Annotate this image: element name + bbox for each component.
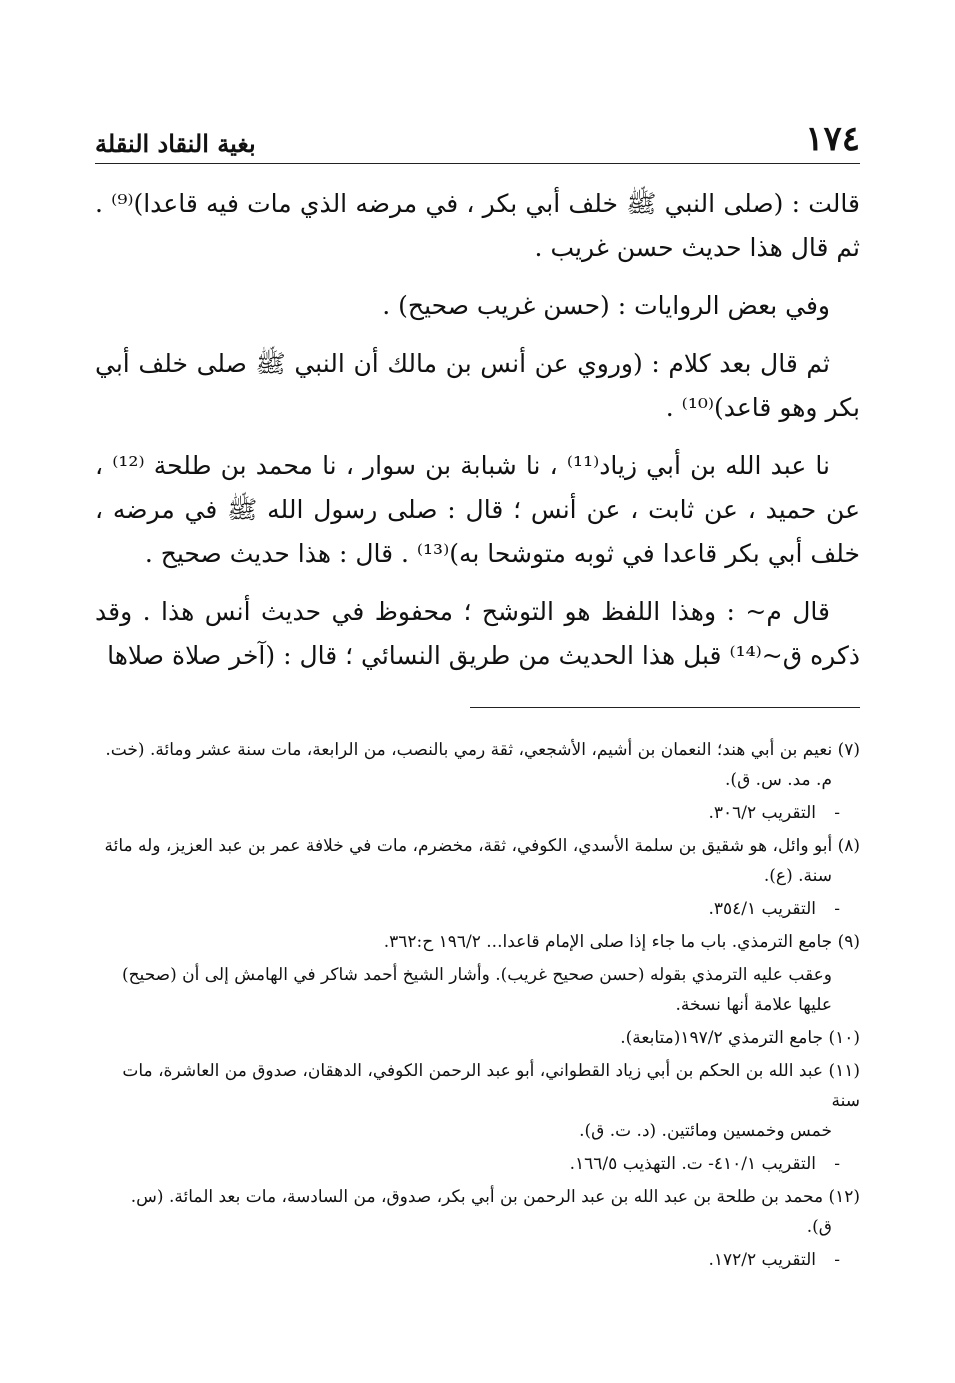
dash-marker: - [834, 803, 840, 823]
footnote-10 [95, 1023, 860, 1053]
footnote-text: م. مد. س. ق). [725, 770, 832, 790]
main-paragraph: قال م~ : وهذا اللفظ هو التوشح ؛ محفوظ في حديث أنس هذا . وقد ذكره ق~⁽¹⁴⁾ قبل هذا الحديث من طريق النسائي ؛ قال : (آخر صلاة صلاها [95, 597, 860, 670]
dash-marker: - [834, 1154, 840, 1174]
footnote-text: التقريب ٤١٠/١- ت. التهذيب ١٦٦/٥. [569, 1154, 816, 1174]
footnote-text: سنة. (ع). [763, 866, 832, 886]
footnote-reference [95, 894, 860, 924]
footnote-7 [95, 735, 860, 795]
footnote-text: (١١) عبد الله بن الحكم بن أبي زياد القطواني، أبو عبد الرحمن الكوفي، الدهقان، صدوق من العاشرة، مات سنة [122, 1061, 860, 1111]
footnote-text: (٨) أبو وائل، هو شقيق بن سلمة الأسدي، الكوفي، ثقة، مخضرم، مات في خلافة عمر بن عبد العزيز، وله مائة [104, 836, 860, 856]
footnote-text: (٩) جامع الترمذي. باب ما جاء إذا صلى الإمام قاعدا... ١٩٦/٢ ح:٣٦٢. [383, 932, 860, 952]
footnote-reference [95, 798, 860, 828]
main-paragraph: قالت : (صلى النبي ﷺ خلف أبي بكر ، في مرضه الذي مات فيه قاعدا)⁽⁹⁾ . ثم قال هذا حديث حسن غريب . [95, 189, 860, 262]
dash-marker: - [834, 1250, 840, 1270]
footnote-9-note [95, 960, 860, 1020]
footnote-text: التقريب ٣٥٤/١. [708, 899, 816, 919]
footnote-text: خمس وخمسين ومائتين. (د. ت. ق). [579, 1121, 832, 1141]
header-rule [95, 163, 860, 164]
footnote-9 [95, 927, 860, 957]
book-title: بغية النقاد النقلة [95, 129, 256, 158]
footnotes [95, 735, 860, 1278]
footnote-11 [95, 1056, 860, 1146]
footnote-12 [95, 1182, 860, 1242]
footnote-text: (٧) نعيم بن أبي هند؛ النعمان بن أشيم، الأشجعي، ثقة رمي بالنصب، من الرابعة، مات سنة عشر ومائة. (خت. [105, 740, 860, 760]
main-paragraph: نا عبد الله بن أبي زياد⁽¹¹⁾ ، نا شبابة بن سوار ، نا محمد بن طلحة ⁽¹²⁾ ، عن حميد ، عن ثابت ، عن أنس ؛ قال : صلى رسول الله ﷺ في مرضه ، خلف أبي بكر قاعدا في ثوبه متوشحا به)⁽¹³⁾ . قال : هذا حديث صحيح . [95, 451, 860, 568]
main-paragraph: وفي بعض الروايات : (حسن غريب صحيح) . [382, 291, 830, 320]
footnote-reference [95, 1245, 860, 1275]
page-number: ١٧٤ [805, 119, 860, 159]
footnote-separator [470, 707, 860, 708]
footnote-8 [95, 831, 860, 891]
footnote-text: وعقب عليه الترمذي بقوله (حسن صحيح غريب). وأشار الشيخ أحمد شاكر في الهامش إلى أن (صحيح) [121, 965, 832, 985]
footnote-text: التقريب ٣٠٦/٢. [708, 803, 816, 823]
main-paragraph: ثم قال بعد كلام : (وروي عن أنس بن مالك أن النبي ﷺ صلى خلف أبي بكر وهو قاعد)⁽¹⁰⁾ . [95, 349, 860, 422]
footnote-text: ق). [806, 1217, 832, 1237]
footnote-text: (١٢) محمد بن طلحة بن عبد الله بن عبد الرحمن بن أبي بكر، صدوق، من السادسة، مات بعد المائة. (س. [130, 1187, 860, 1207]
page-header [95, 108, 860, 159]
footnote-reference [95, 1149, 860, 1179]
footnote-text: التقريب ١٧٢/٢. [708, 1250, 816, 1270]
footnote-text: (١٠) جامع الترمذي ١٩٧/٢(متابعة). [620, 1028, 860, 1048]
main-text [95, 182, 860, 692]
footnote-text: عليها علامة أنها نسخة. [675, 995, 832, 1015]
dash-marker: - [834, 899, 840, 919]
